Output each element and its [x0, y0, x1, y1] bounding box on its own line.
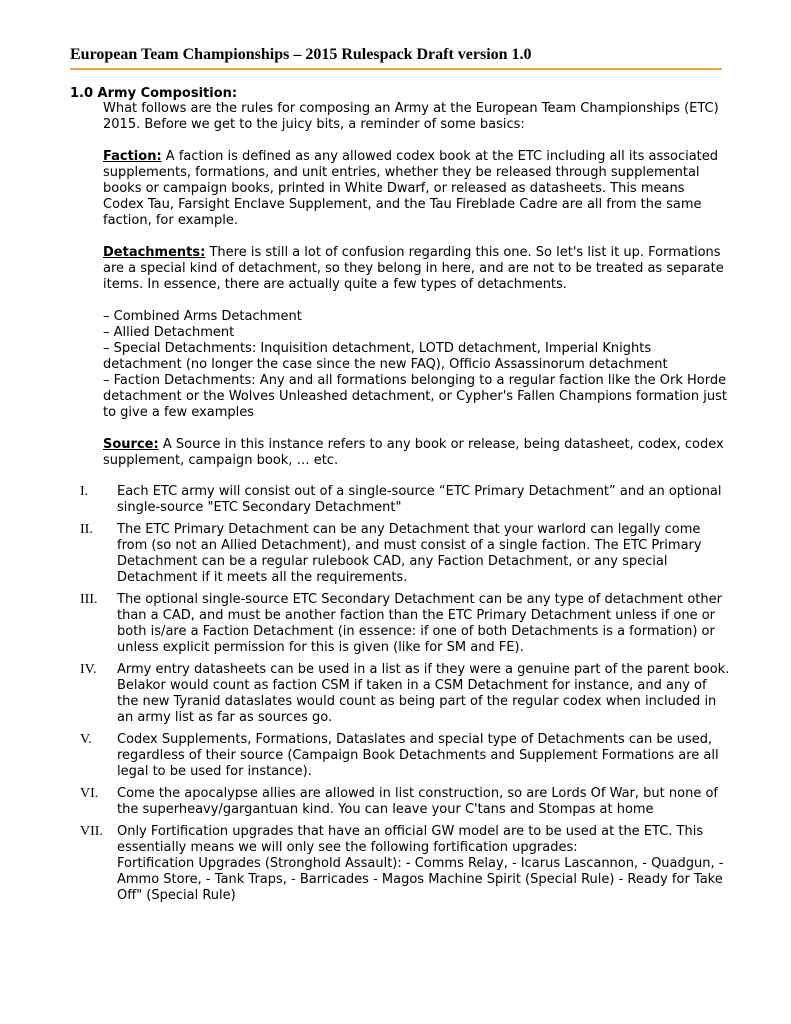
detachment-list-item: – Combined Arms Detachment: [103, 309, 302, 324]
intro-block: [103, 101, 728, 469]
page-header: European Team Championships – 2015 Rulespack Draft version 1.0: [70, 44, 722, 70]
rule-item: [80, 592, 730, 656]
rule-number: V.: [80, 732, 92, 747]
faction-term: Faction:: [103, 149, 162, 164]
rule-text-extra: Fortification Upgrades (Stronghold Assault): - Comms Relay, - Icarus Lascannon, - Quadgun, - Ammo Store, - Tank Traps, - Barricades - Magos Machine Spirit (Special Rule) - Ready for Take Off" (Special Rule): [117, 856, 724, 903]
detachment-list-item: – Allied Detachment: [103, 325, 235, 340]
source-text: A Source in this instance refers to any book or release, being datasheet, codex, codex supplement, campaign book, … etc.: [103, 437, 724, 468]
rule-text: Only Fortification upgrades that have an official GW model are to be used at the ETC. This essentially means we will only see the following fortification upgrades:: [117, 824, 704, 855]
rule-item: [80, 824, 730, 904]
detachment-list-item: – Faction Detachments: Any and all formations belonging to a regular faction like the Ork Horde detachment or the Wolves Unleashed detachment, or Cypher's Fallen Champions formation just to give a few examples: [103, 373, 727, 420]
rule-number: III.: [80, 592, 98, 607]
rule-text: Come the apocalypse allies are allowed in list construction, so are Lords Of War, but none of the superheavy/gargantuan kind. You can leave your C'tans and Stompas at home: [117, 786, 718, 817]
detachments-term: Detachments:: [103, 245, 206, 260]
faction-paragraph: [103, 149, 728, 229]
rule-item: [80, 732, 730, 780]
faction-text: A faction is defined as any allowed codex book at the ETC including all its associated supplements, formations, and unit entries, whether they be released through supplemental books or campaign books, printed in White Dwarf, or released as datasheets. This means Codex Tau, Farsight Enclave Supplement, and the Tau Fireblade Cadre are all from the same faction, for example.: [103, 149, 719, 228]
rule-number: VI.: [80, 786, 99, 801]
detachments-text: There is still a lot of confusion regarding this one. So let's list it up. Formations are a special kind of detachment, so they belong in here, and are not to be treated as separate items. In essence, there are actually quite a few types of detachments.: [103, 245, 724, 292]
rule-item: [80, 786, 730, 818]
detachments-paragraph: [103, 245, 728, 293]
rules-list: [80, 484, 730, 910]
source-term: Source:: [103, 437, 159, 452]
rule-item: [80, 484, 730, 516]
rule-text: Army entry datasheets can be used in a list as if they were a genuine part of the parent book. Belakor would count as faction CSM if taken in a CSM Detachment for instance, and any of the new Tyranid dataslates would count as being part of the regular codex when included in an army list as far as sources go.: [117, 662, 730, 725]
rule-number: II.: [80, 522, 93, 537]
rule-item: [80, 662, 730, 726]
rule-text: Each ETC army will consist out of a single-source “ETC Primary Detachment” and an optional single-source "ETC Secondary Detachment": [117, 484, 722, 515]
detachment-list: [103, 309, 728, 421]
rule-number: VII.: [80, 824, 103, 839]
detachment-list-item: – Special Detachments: Inquisition detachment, LOTD detachment, Imperial Knights detachment (no longer the case since the new FAQ), Officio Assassinorum detachment: [103, 341, 668, 372]
rule-text: Codex Supplements, Formations, Dataslates and special type of Detachments can be used, regardless of their source (Campaign Book Detachments and Supplement Formations are all legal to be used for instance).: [117, 732, 719, 779]
source-paragraph: [103, 437, 728, 469]
rule-number: IV.: [80, 662, 97, 677]
rule-text: The ETC Primary Detachment can be any Detachment that your warlord can legally come from (so not an Allied Detachment), and must consist of a single faction. The ETC Primary Detachment can be a regular rulebook CAD, any Faction Detachment, or any special Detachment if it meets all the requirements.: [117, 522, 702, 585]
rule-item: [80, 522, 730, 586]
rule-number: I.: [80, 484, 89, 499]
intro-paragraph: What follows are the rules for composing an Army at the European Team Championships (ETC) 2015. Before we get to the juicy bits, a reminder of some basics:: [103, 101, 719, 132]
section-title: 1.0 Army Composition:: [70, 86, 238, 101]
rule-text: The optional single-source ETC Secondary Detachment can be any type of detachment other than a CAD, and must be another faction than the ETC Primary Detachment unless if one or both is/are a Faction Detachment (in essence: if one of both Detachments is a formation) or unless explicit permission for this is given (like for SM and FE).: [117, 592, 722, 655]
